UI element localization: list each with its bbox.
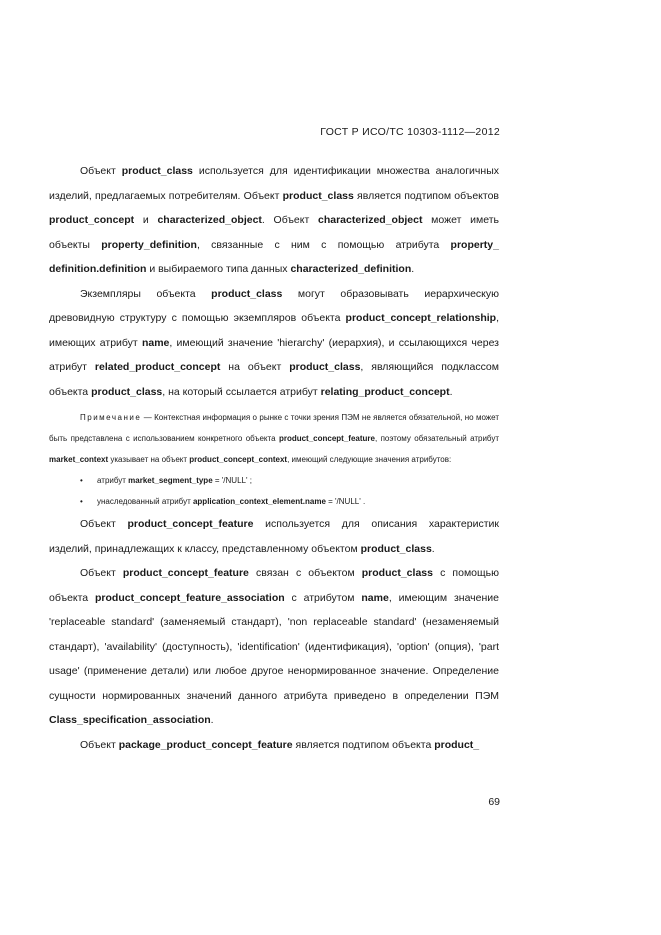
paragraph-feature-association: Объект product_concept_feature связан с объектом product_class с помощью объекта product_concept_feature_association с атрибутом name, имеющим значение 'replaceable standard' (заменяемый стандарт), 'non replaceable standard' (незаменяемый стандарт), 'availability' (доступность), 'identification' (идентификация), 'option' (опция), 'part usage' (применение детали) или любое другое ненормированное значение. Определение сущности нормированных значений данного атрибута приведено в определении ПЭМ Class_specification_association. [49, 567, 499, 726]
paragraph-product-class: Объект product_class используется для идентификации множества аналогичных изделий, предлагаемых потребителям. Объект product_class является подтипом объектов product_concept и characterized_object. Объект characterized_object может иметь объекты property_definition, связанные с ним с помощью атрибута property_ definition.definition и выбираемого типа данных characterized_definition. [49, 165, 499, 275]
note-paragraph: Примечание — Контекстная информация о рынке с точки зрения ПЭМ не является обязательной, но может быть представлена с использованием конкретного объекта product_concept_feature, поэтому обязательный атрибут market_context указывает на объект product_concept_context, имеющий следующие значения атрибутов: [49, 413, 499, 464]
paragraph-feature-description: Объект product_concept_feature используется для описания характеристик изделий, принадлежащих к классу, представленному объектом product_class. [49, 518, 499, 555]
document-body [49, 159, 499, 757]
paragraph-package-feature: Объект package_product_concept_feature является подтипом объекта product_ [80, 738, 480, 751]
note-label: Примечание [80, 413, 142, 422]
list-item: • унаследованный атрибут application_context_element.name = '/NULL' . [49, 491, 499, 512]
document-header: ГОСТ Р ИСО/ТС 10303-1112—2012 [320, 126, 500, 138]
paragraph-hierarchy: Экземпляры объекта product_class могут образовывать иерархическую древовидную структуру с помощью экземпляров объекта product_concept_relationship, имеющих атрибут name, имеющий значение 'hierarchy' (иерархия), и ссылающихся через атрибут related_product_concept на объект product_class, являющийся подклассом объекта product_class, на который ссылается атрибут relating_product_concept. [49, 287, 499, 398]
list-item: • атрибут market_segment_type = '/NULL' ; [49, 470, 499, 491]
note-bullet-list [49, 470, 499, 512]
page-number: 69 [488, 796, 500, 808]
